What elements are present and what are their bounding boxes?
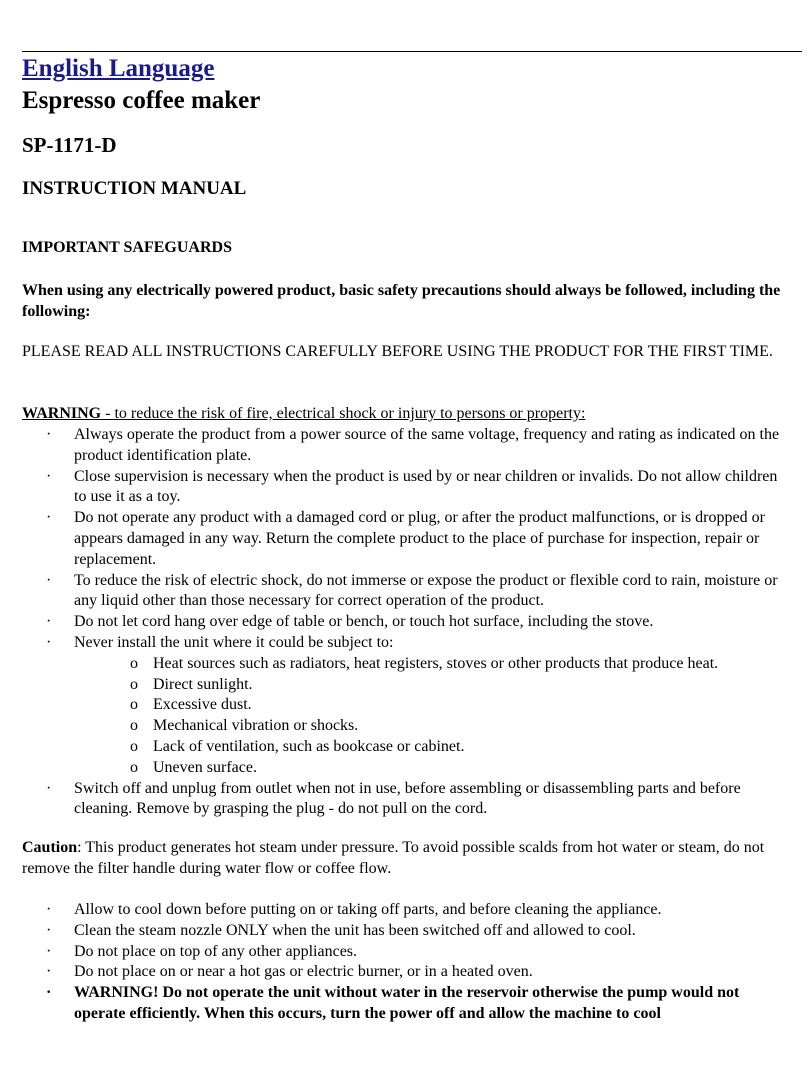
page-title: Espresso coffee maker: [22, 87, 261, 114]
list-item: [22, 900, 792, 921]
sub-marker: o: [130, 717, 138, 735]
list-item-text: Do not place on top of any other appliances.: [74, 942, 358, 960]
safeguards-intro: When using any electrically powered product, basic safety precautions should always be followed, including the following:: [22, 282, 781, 320]
list-item-text: Always operate the product from a power source of the same voltage, frequency and rating as indicated on the product identification plate.: [74, 426, 780, 464]
warning-heading: [22, 404, 585, 425]
bullet-marker: ·: [46, 426, 52, 443]
sub-list-item: [74, 654, 792, 675]
sub-item-text: Direct sunlight.: [153, 675, 253, 693]
sub-item-text: Mechanical vibration or shocks.: [153, 717, 359, 735]
bullet-marker: ·: [46, 901, 52, 918]
hazard-sub-list: [74, 654, 792, 779]
sub-marker: o: [130, 696, 138, 714]
list-item: [22, 612, 792, 633]
list-item-text: Do not place on or near a hot gas or electric burner, or in a heated oven.: [74, 963, 533, 981]
bullet-marker: ·: [46, 571, 52, 589]
bullet-marker: ·: [46, 779, 52, 797]
sub-marker: o: [130, 675, 138, 693]
list-item: [22, 633, 792, 779]
caution-paragraph: [22, 838, 792, 880]
list-item: [22, 508, 792, 570]
bullet-marker: ·: [46, 633, 52, 651]
list-item: [22, 983, 792, 1025]
sub-item-text: Heat sources such as radiators, heat registers, stoves or other products that produce heat.: [153, 654, 719, 672]
sub-item-text: Excessive dust.: [153, 696, 252, 714]
sub-item-text: Uneven surface.: [153, 758, 257, 776]
list-item: [22, 425, 792, 467]
warning-text: - to reduce the risk of fire, electrical shock or injury to persons or property:: [101, 405, 586, 422]
sub-list-item: [74, 716, 792, 737]
list-item-text: To reduce the risk of electric shock, do not immerse or expose the product or flexible cord to rain, moisture or any liquid other than those necessary for correct operation of the product.: [74, 571, 778, 610]
bullet-marker: ·: [46, 921, 52, 939]
list-item-text: Switch off and unplug from outlet when not in use, before assembling or disassembling parts and before cleaning. Remove by grasping the plug - do not pull on the cord.: [74, 779, 741, 818]
safeguards-heading: IMPORTANT SAFEGUARDS: [22, 239, 232, 256]
caution-label: Caution: [22, 839, 78, 856]
sub-list-item: [74, 695, 792, 716]
bullet-marker: ·: [46, 984, 52, 1002]
caution-list: [22, 900, 792, 1025]
list-item: [22, 571, 792, 613]
list-item: [22, 942, 792, 963]
list-item-text: WARNING! Do not operate the unit without water in the reservoir otherwise the pump would not operate efficiently. When this occurs, turn the power off and allow the machine to cool: [74, 984, 740, 1022]
list-item-text: Do not let cord hang over edge of table or bench, or touch hot surface, including the stove.: [74, 613, 654, 631]
read-all-notice: PLEASE READ ALL INSTRUCTIONS CAREFULLY BEFORE USING THE PRODUCT FOR THE FIRST TIME.: [22, 343, 773, 360]
bullet-marker: ·: [46, 942, 52, 960]
list-item: [22, 962, 792, 983]
sub-list-item: [74, 675, 792, 696]
list-item: [22, 467, 792, 509]
warning-label: WARNING: [22, 405, 102, 422]
language-heading[interactable]: English Language: [22, 55, 215, 82]
list-item-text: Never install the unit where it could be subject to:: [74, 633, 394, 651]
list-item: [22, 779, 792, 821]
list-item-text: Allow to cool down before putting on or taking off parts, and before cleaning the appliance.: [74, 901, 662, 918]
list-item-text: Close supervision is necessary when the product is used by or near children or invalids. Do not allow children to use it as a toy.: [74, 467, 778, 506]
bullet-marker: ·: [46, 613, 52, 631]
manual-heading: INSTRUCTION MANUAL: [22, 178, 247, 199]
list-item-text: Clean the steam nozzle ONLY when the unit has been switched off and allowed to cool.: [74, 921, 636, 939]
bullet-marker: ·: [46, 509, 52, 527]
list-item-text: Do not operate any product with a damaged cord or plug, or after the product malfunctions, or is dropped or appears damaged in any way. Return the complete product to the place of purchase for inspection, repair or replacement.: [74, 509, 765, 568]
bullet-marker: ·: [46, 467, 52, 485]
sub-marker: o: [130, 737, 138, 755]
caution-text: : This product generates hot steam under pressure. To avoid possible scalds from hot water or steam, do not remove the filter handle during water flow or coffee flow.: [22, 839, 765, 877]
top-rule: [22, 51, 802, 52]
sub-list-item: [74, 737, 792, 758]
sub-marker: o: [130, 654, 138, 672]
sub-list-item: [74, 758, 792, 779]
sub-marker: o: [130, 758, 138, 776]
sub-item-text: Lack of ventilation, such as bookcase or cabinet.: [153, 737, 465, 755]
bullet-marker: ·: [46, 963, 52, 981]
warning-list: [22, 425, 792, 820]
list-item: [22, 921, 792, 942]
model-number: SP-1171-D: [22, 133, 117, 157]
